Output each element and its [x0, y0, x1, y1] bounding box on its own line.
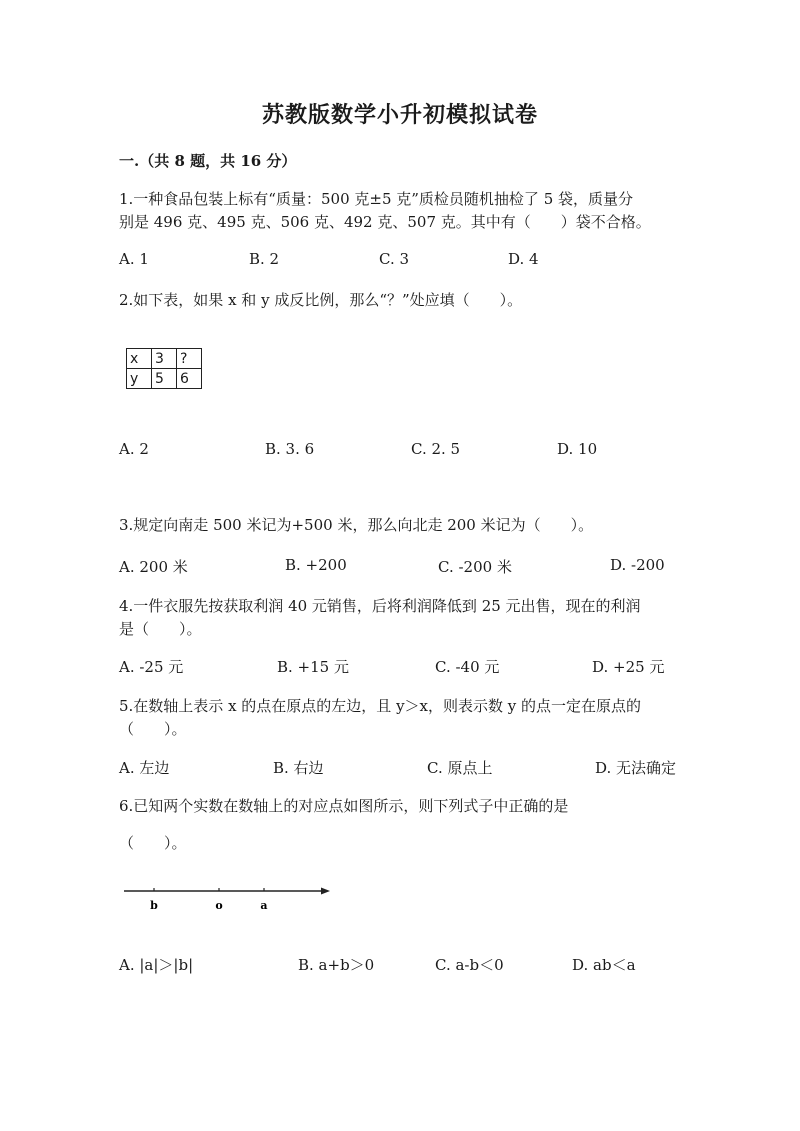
question-1-option-c: C. 3 [379, 250, 410, 268]
table-cell: ? [177, 349, 202, 369]
question-3-option-a: A. 200 米 [119, 558, 188, 576]
question-6-option-c: C. a-b＜0 [435, 956, 504, 974]
question-2-option-d: D. 10 [557, 440, 598, 458]
table-cell: 3 [152, 349, 177, 369]
question-2-option-a: A. 2 [119, 440, 149, 458]
question-1-line-1: 1.一种食品包装上标有“质量：500 克±5 克”质检员随机抽检了 5 袋，质量分 [119, 190, 634, 208]
question-1-option-a: A. 1 [119, 250, 149, 268]
question-3-line-1: 3.规定向南走 500 米记为+500 米，那么向北走 200 米记为（ ）。 [119, 516, 594, 534]
table-row [127, 369, 202, 389]
question-5-option-c: C. 原点上 [427, 759, 493, 777]
table-cell: 5 [152, 369, 177, 389]
question-6-option-b: B. a+b＞0 [298, 956, 375, 974]
question-4-option-a: A. -25 元 [119, 658, 184, 676]
question-3-option-b: B. +200 [285, 556, 347, 574]
question-4-line-1: 4.一件衣服先按获取利润 40 元销售，后将利润降低到 25 元出售，现在的利润 [119, 597, 641, 615]
question-5-line-2: （ ）。 [119, 720, 187, 738]
number-line-label-o: o [215, 899, 223, 912]
question-1-option-d: D. 4 [508, 250, 539, 268]
question-2-line-1: 2.如下表，如果 x 和 y 成反比例，那么“？”处应填（ ）。 [119, 291, 523, 309]
question-4-option-d: D. +25 元 [592, 658, 665, 676]
table-cell: x [127, 349, 152, 369]
question-6-option-d: D. ab＜a [572, 956, 636, 974]
question-6-option-a: A. |a|＞|b| [119, 956, 194, 974]
question-3-option-d: D. -200 [610, 556, 665, 574]
question-1-line-2: 别是 496 克、495 克、506 克、492 克、507 克。其中有（ ）袋不合格。 [119, 213, 651, 231]
question-5-option-b: B. 右边 [273, 759, 324, 777]
question-3-option-c: C. -200 米 [438, 558, 512, 576]
number-line-label-b: b [150, 899, 158, 912]
xy-table [126, 348, 202, 389]
number-line-label-a: a [260, 899, 268, 912]
question-2-option-c: C. 2. 5 [411, 440, 461, 458]
question-1-option-b: B. 2 [249, 250, 280, 268]
question-4-option-c: C. -40 元 [435, 658, 500, 676]
number-line-figure [118, 880, 338, 914]
question-2-option-b: B. 3. 6 [265, 440, 315, 458]
question-5-line-1: 5.在数轴上表示 x 的点在原点的左边，且 y＞x，则表示数 y 的点一定在原点的 [119, 697, 642, 715]
table-cell: 6 [177, 369, 202, 389]
table-row [127, 349, 202, 369]
question-4-line-2: 是（ ）。 [119, 620, 202, 638]
page-title: 苏教版数学小升初模拟试卷 [261, 102, 538, 128]
question-4-option-b: B. +15 元 [277, 658, 349, 676]
question-5-option-a: A. 左边 [119, 759, 170, 777]
question-6-line-2: （ ）。 [119, 834, 187, 852]
question-5-option-d: D. 无法确定 [595, 759, 677, 777]
number-line-arrow-icon [321, 888, 330, 895]
table-cell: y [127, 369, 152, 389]
question-6-line-1: 6.已知两个实数在数轴上的对应点如图所示，则下列式子中正确的是 [119, 797, 569, 815]
section-heading: 一.（共 8 题，共 16 分） [119, 152, 297, 170]
